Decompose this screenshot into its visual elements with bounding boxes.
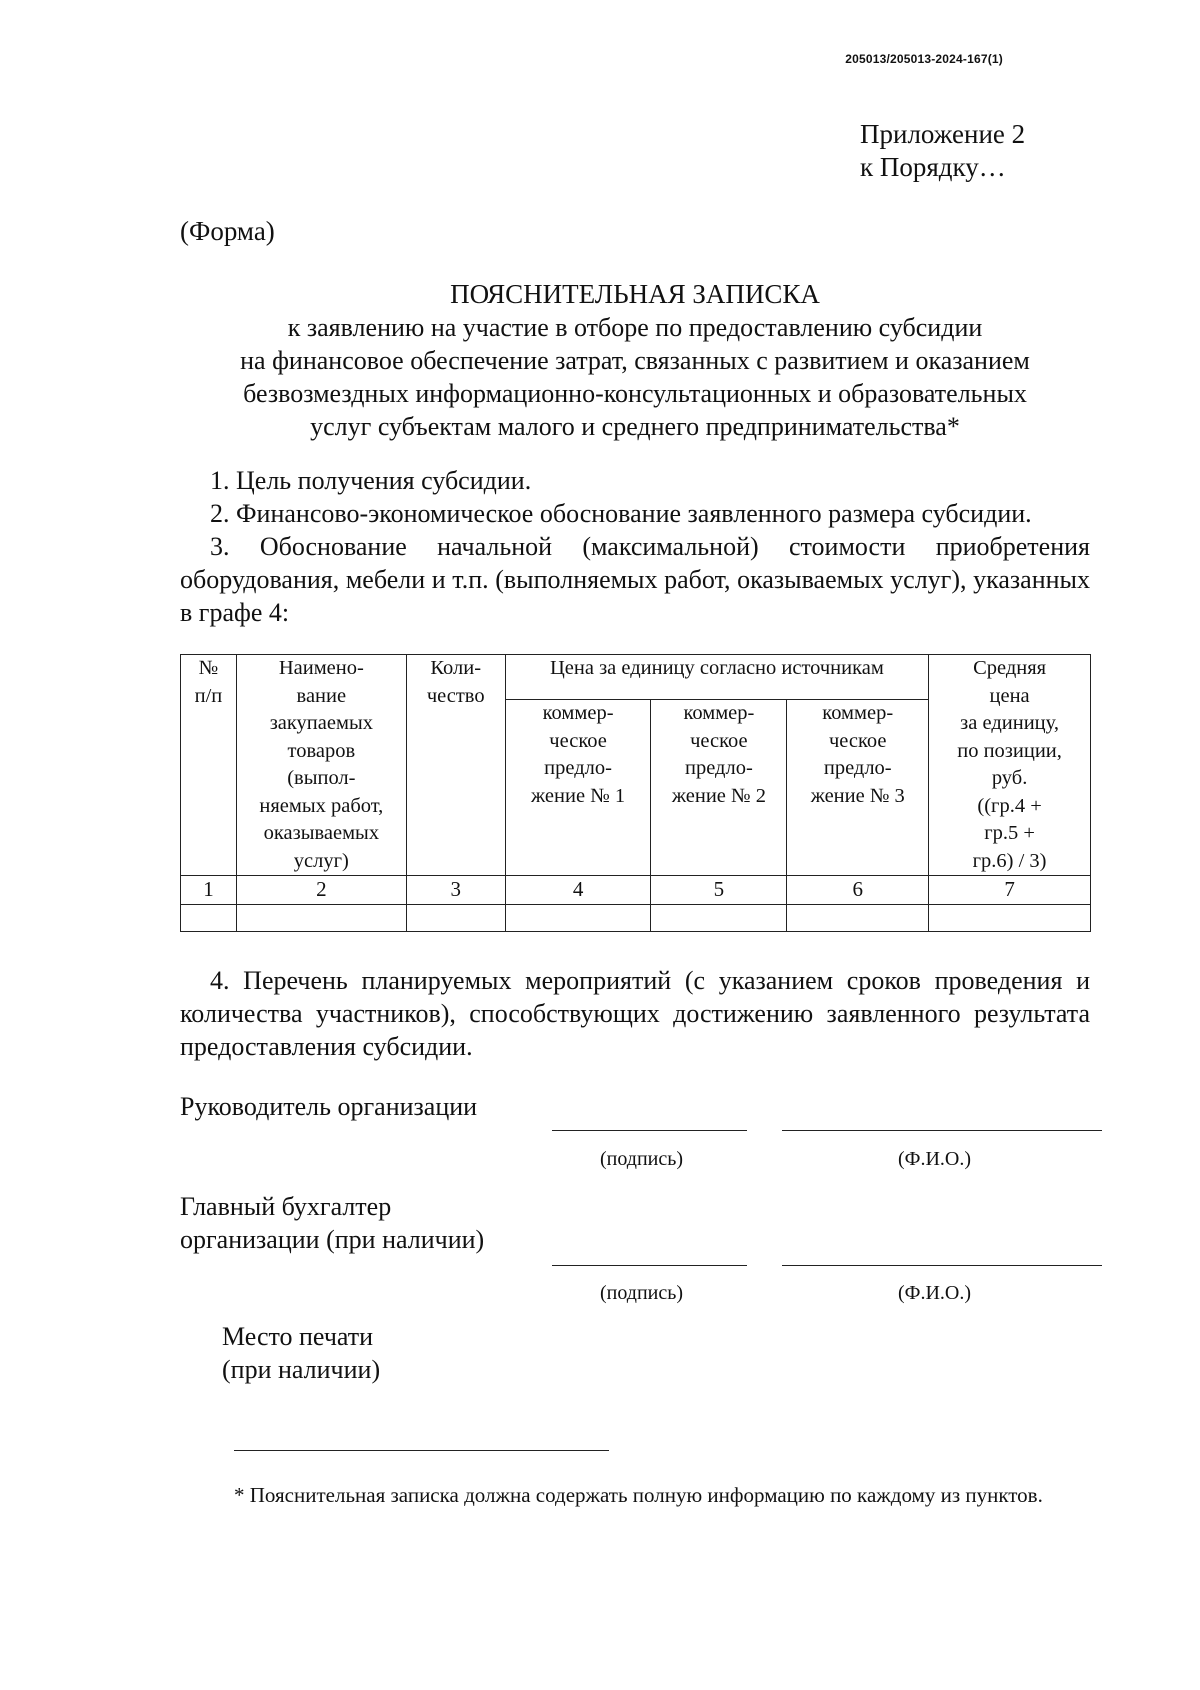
- title-line-2: на финансовое обеспечение затрат, связанных с развитием и оказанием: [240, 346, 1030, 375]
- empty-cell: [505, 904, 651, 931]
- empty-cell: [236, 904, 406, 931]
- accountant-signature-line: [552, 1265, 747, 1266]
- head-name-caption: (Ф.И.О.): [898, 1148, 972, 1170]
- head-signature-caption: (подпись): [600, 1148, 684, 1170]
- column-number-cell: 7: [929, 876, 1091, 905]
- footnote-separator: [234, 1450, 609, 1451]
- column-number-cell: 1: [181, 876, 237, 905]
- column-number-cell: 5: [651, 876, 787, 905]
- header-cell-offer-2: коммер- ческое предло- жение № 2: [651, 700, 787, 876]
- header-cell-offer-1: коммер- ческое предло- жение № 1: [505, 700, 651, 876]
- accountant-name-line: [782, 1265, 1102, 1266]
- item-1: 1. Цель получения субсидии.: [210, 466, 532, 495]
- item-2: 2. Финансово-экономическое обоснование заявленного размера субсидии.: [210, 499, 1032, 528]
- header-cell-average-price: Средняя цена за единицу, по позиции, руб. ((гр.4 + гр.5 + гр.6) / 3): [929, 655, 1091, 876]
- head-of-organization-label: Руководитель организации: [180, 1092, 478, 1121]
- header-cell-price-sources: Цена за единицу согласно источникам: [505, 655, 928, 700]
- title-main: ПОЯСНИТЕЛЬНАЯ ЗАПИСКА: [450, 279, 820, 309]
- stamp-place-label: Место печати (при наличии): [222, 1322, 381, 1384]
- accountant-signature-caption: (подпись): [600, 1282, 684, 1304]
- form-label: (Форма): [180, 216, 275, 246]
- head-name-line: [782, 1130, 1102, 1131]
- header-cell-offer-3: коммер- ческое предло- жение № 3: [787, 700, 929, 876]
- empty-cell: [406, 904, 505, 931]
- column-number-cell: 4: [505, 876, 651, 905]
- document-title: [180, 278, 1090, 443]
- price-justification-table: [180, 654, 1091, 932]
- items-list: [180, 464, 1090, 629]
- chief-accountant-label: Главный бухгалтер организации (при наличии): [180, 1192, 485, 1254]
- table-column-numbers-row: [181, 876, 1091, 905]
- appendix-line-2: к Порядку…: [860, 152, 1006, 182]
- appendix-note: [860, 118, 1025, 184]
- footnote: * Пояснительная записка должна содержать полную информацию по каждому из пунктов.: [234, 1483, 1043, 1507]
- item-4: 4. Перечень планируемых мероприятий (с указанием сроков проведения и количества участников), способствующих достижению заявленного результата предоставления субсидии.: [180, 966, 1090, 1061]
- column-number-cell: 2: [236, 876, 406, 905]
- header-cell-number: № п/п: [181, 655, 237, 876]
- empty-cell: [787, 904, 929, 931]
- empty-cell: [929, 904, 1091, 931]
- title-line-1: к заявлению на участие в отборе по предоставлению субсидии: [287, 313, 983, 342]
- title-line-3: безвозмездных информационно-консультационных и образовательных: [243, 379, 1027, 408]
- title-line-4: услуг субъектам малого и среднего предпринимательства*: [310, 412, 960, 441]
- accountant-name-caption: (Ф.И.О.): [898, 1282, 972, 1304]
- header-cell-name: Наимено- вание закупаемых товаров (выпол- няемых работ, оказываемых услуг): [236, 655, 406, 876]
- item-3: 3. Обоснование начальной (максимальной) стоимости приобретения оборудования, мебели и т.п. (выполняемых работ, оказываемых услуг), указанных в графе 4:: [180, 532, 1090, 627]
- document-number: 205013/205013-2024-167(1): [845, 52, 1003, 66]
- column-number-cell: 6: [787, 876, 929, 905]
- column-number-cell: 3: [406, 876, 505, 905]
- empty-cell: [181, 904, 237, 931]
- table-header-row-1: [181, 655, 1091, 700]
- header-cell-quantity: Коли- чество: [406, 655, 505, 876]
- appendix-line-1: Приложение 2: [860, 119, 1026, 149]
- table-empty-row: [181, 904, 1091, 931]
- head-signature-line: [552, 1130, 747, 1131]
- empty-cell: [651, 904, 787, 931]
